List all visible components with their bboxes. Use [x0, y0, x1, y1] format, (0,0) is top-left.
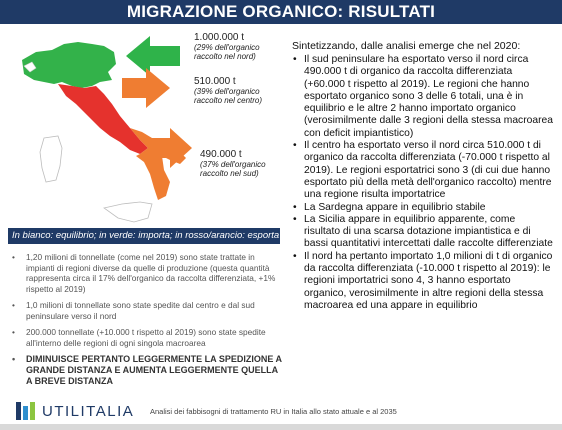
bullet-marker: •	[293, 140, 297, 152]
brand-name: UTILITALIA	[42, 403, 135, 420]
list-item	[292, 251, 554, 312]
list-item	[8, 300, 284, 321]
list-item	[8, 327, 284, 348]
callout-north-note: (29% dell'organico raccolto nel nord)	[194, 43, 260, 61]
bullet-marker: •	[293, 250, 297, 262]
footer-divider	[0, 424, 562, 430]
list-item	[292, 202, 554, 214]
summary-list	[8, 252, 284, 393]
callout-north-tonnes: 1.000.000 t	[194, 32, 245, 43]
callout-north	[194, 33, 286, 61]
analysis-intro: Sintetizzando, dalle analisi emerge che nel 2020:	[292, 40, 521, 52]
north-region	[22, 42, 116, 88]
list-item-text: Il nord ha pertanto importato 1,0 milioni di t di organico da raccolta differenziata (-10.000 t rispetto al 2019): le regioni importatrici sono 4, 3 hanno esportato organico, verosimilmente in altre regioni della stessa macroarea ed una appare in equilibrio	[304, 250, 553, 311]
list-item-text: La Sicilia appare in equilibrio apparente, come risultato di una scarsa dotazione impiantistica e di bassi quantitativi intercettati dalle raccolte differenziate	[304, 213, 553, 250]
list-item	[292, 140, 554, 201]
export-arrow-center	[122, 68, 170, 108]
callout-south-tonnes: 490.000 t	[200, 149, 242, 160]
bullet-marker: •	[293, 213, 297, 225]
list-item	[8, 252, 284, 294]
callout-center-tonnes: 510.000 t	[194, 76, 236, 87]
callout-center-note: (39% dell'organico raccolto nel centro)	[194, 87, 263, 105]
bullet-marker: •	[12, 252, 15, 262]
utilitalia-logo-icon	[14, 400, 38, 422]
callout-south	[200, 150, 286, 178]
page-title: MIGRAZIONE ORGANICO: RISULTATI	[126, 2, 436, 21]
list-item-text: 200.000 tonnellate (+10.000 t rispetto al 2019) sono state spedite all'interno delle regioni di ogni singola macroarea	[26, 327, 266, 348]
sicily	[104, 202, 152, 222]
bullet-marker: •	[12, 327, 15, 337]
list-item-text: Il sud peninsulare ha esportato verso il nord circa 490.000 t di organico da raccolta differenziata (+60.000 t rispetto al 2019). Le regioni che hanno esportato organico sono 3 delle 6 totali, una è in equilibrio e le altre 2 hanno importato organico (verosimilmente dalle 3 regioni della stessa macroarea con deficit impiantistico)	[304, 54, 553, 139]
list-item	[292, 214, 554, 251]
list-item-emphasis	[8, 354, 284, 387]
bullet-marker: •	[12, 300, 15, 310]
bullet-marker: •	[293, 201, 297, 213]
map-legend: In bianco: equilibrio; in verde: importa; in rosso/arancio: esporta	[8, 228, 280, 244]
list-item-text: Il centro ha esportato verso il nord circa 510.000 t di organico da raccolta differenziata (-70.000 t rispetto al 2019). Le regioni esportatrici sono 3 (di cui due hanno esportato più della metà dell'organico raccolto) mentre una regione risulta importatrice	[304, 140, 552, 201]
list-item-text: 1,20 milioni di tonnellate (come nel 2019) sono state trattate in impianti di regioni diverse da quelle di produzione (questa quantità rappresenta circa il 17% dell'organico da raccolta differenziata, +1% rispetto al 2019)	[26, 252, 276, 294]
import-arrow	[126, 36, 180, 76]
sardinia	[40, 136, 62, 182]
analysis-column	[292, 40, 554, 312]
bullet-marker: •	[12, 354, 16, 364]
footer-caption: Analisi dei fabbisogni di trattamento RU in Italia allo stato attuale e al 2035	[150, 407, 397, 416]
callout-center	[194, 77, 286, 105]
callout-south-note: (37% dell'organico raccolto nel sud)	[200, 160, 266, 178]
list-item-text: DIMINUISCE PERTANTO LEGGERMENTE LA SPEDIZIONE A GRANDE DISTANZA E AUMENTA LEGGERMENTE QUELLA A BREVE DISTANZA	[26, 354, 282, 386]
analysis-list	[292, 54, 554, 312]
list-item-text: 1,0 milioni di tonnellate sono state spedite dal centro e dal sud peninsulare verso il nord	[26, 300, 255, 321]
bullet-marker: •	[293, 54, 297, 65]
list-item	[292, 54, 554, 140]
list-item-text: La Sardegna appare in equilibrio stabile	[304, 201, 486, 213]
